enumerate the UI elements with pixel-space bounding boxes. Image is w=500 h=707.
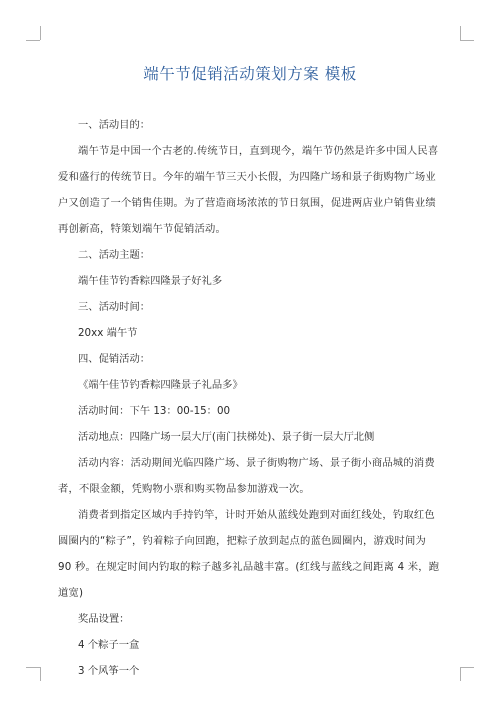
crop-mark-top-right (460, 40, 474, 41)
section-heading-time: 三、活动时间： (78, 301, 151, 313)
crop-mark-bottom-right (460, 667, 461, 681)
purpose-paragraph: 端午节是中国一个古老的.传统节日，直到现今，端午节仍然是许多中国人民喜爱和盛行的传统节日。今年的端午节三天小长假，为四隆广场和景子街购物广场业户又创造了一个销售佳期。为了营造商场浓浓的节日氛围，促进两店业户销售业绩再创新高，特策划端午节促销活动。 (58, 145, 439, 235)
section-heading-promotion: 四、促销活动： (78, 353, 151, 365)
game-rules-paragraph: 消费者到指定区域内手持钓竿，计时开始从蓝线处跑到对面红线处，钓取红色圆圈内的“粽子”，钓着粽子向回跑，把粽子放到起点的蓝色圆圈内，游戏时间为 90 秒。在规定时间内钓取的粽子越多礼品越丰富。(红线与蓝线之间距离 4 米，跑道宽) (58, 509, 440, 599)
crop-mark-bottom-left (26, 667, 40, 668)
crop-mark-bottom-left (40, 667, 41, 681)
promotion-title: 《端午佳节钓香粽四隆景子礼品多》 (78, 379, 243, 391)
prize-item: 3 个风筝一个 (78, 665, 140, 677)
crop-mark-top-right (460, 26, 461, 40)
document-title: 端午节促销活动策划方案 模板 (143, 65, 357, 83)
crop-mark-top-left (40, 26, 41, 40)
crop-mark-bottom-right (460, 667, 474, 668)
time-text: 20xx 端午节 (78, 327, 138, 339)
section-heading-purpose: 一、活动目的： (78, 119, 151, 131)
prize-item: 4 个粽子一盒 (78, 639, 140, 651)
activity-location: 活动地点：四隆广场一层大厅(南门扶梯处)、景子街一层大厅北侧 (78, 431, 375, 443)
activity-content: 活动内容：活动期间光临四隆广场、景子街购物广场、景子街小商品城的消费者，不限金额，凭购物小票和购买物品参加游戏一次。 (58, 457, 435, 495)
activity-time: 活动时间：下午 13：00-15：00 (78, 405, 231, 417)
theme-text: 端午佳节钓香粽四隆景子好礼多 (78, 275, 223, 287)
crop-mark-top-left (26, 40, 40, 41)
section-heading-theme: 二、活动主题： (78, 249, 151, 261)
document-body (58, 112, 442, 684)
prize-heading: 奖品设置： (78, 613, 130, 625)
